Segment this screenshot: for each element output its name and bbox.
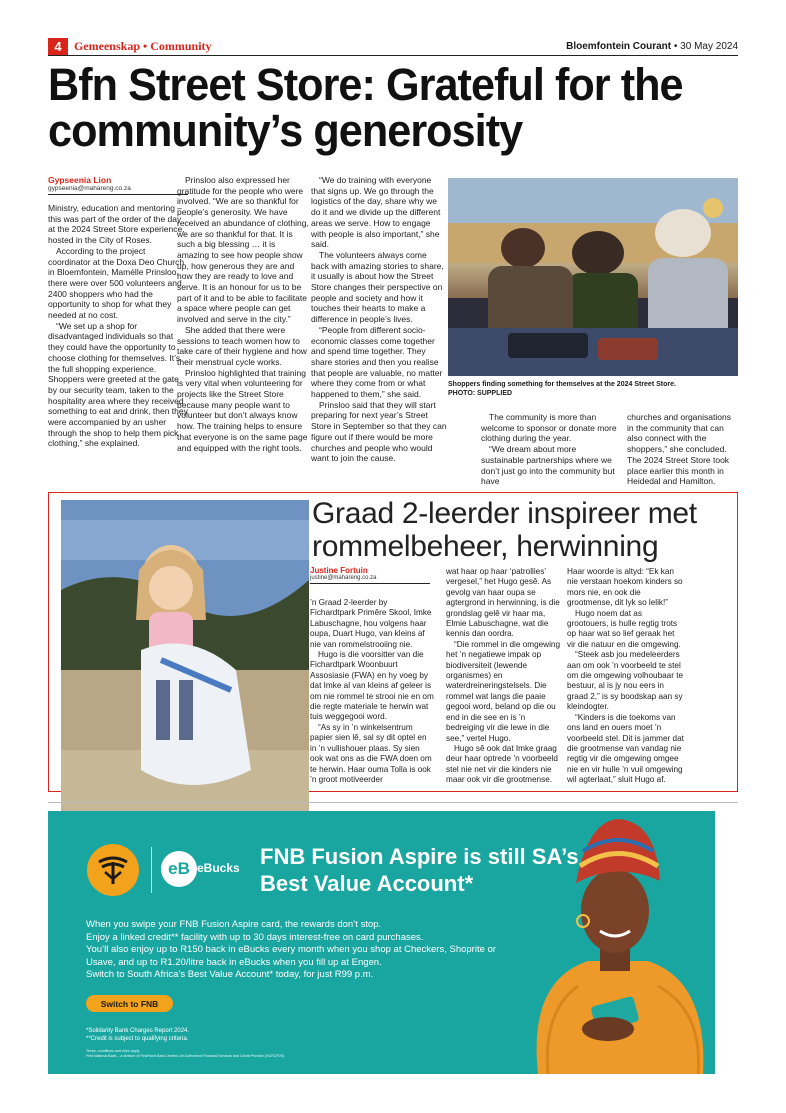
paragraph: ’n Graad 2-leerder by Fichardtpark Primêre Skool, Imke Labuschagne, hou volgens haar oupa, Duart Hugo, van kleins af nie van rommelstrooiing nie. — [310, 598, 432, 649]
ad-fine-print — [86, 1027, 386, 1043]
legal-line: First National Bank – a division of FirstRand Bank Limited. An Authorised Financial Services and Credit Provider (NCRCP20). — [86, 1054, 286, 1058]
page-header — [48, 38, 738, 56]
paragraph: “We do training with everyone that signs up. We go through the logistics of the day, share why we do it and we divide up the different areas we serve. How to engage with people is also important,” she said. — [311, 175, 441, 250]
paragraph: Prinsloo said that they will start preparing for next year’s Street Store in September so that they can figure out if there would be more churches and people who would want to join the cause. — [311, 399, 447, 464]
paragraph: “We set up a shop for disadvantaged individuals so that they could have the opportunity to choose clothing for themselves. It’s the full shopping experience. Shoppers were greeted at the gate by our security team, taken to the hospitality area where they received something to eat and drink, then they were accompanied by an usher through the shop to help them pick clothing,” she explained. — [48, 320, 188, 449]
paragraph: Haar woorde is altyd: “Ek kan nie verstaan hoekom kinders so mors nie, en ook die grootmense, dit lyk so lelik!” — [567, 567, 683, 608]
section-divider — [48, 802, 738, 803]
article-column-5 — [627, 412, 738, 487]
logo-divider — [151, 847, 152, 893]
article-column-4 — [481, 412, 619, 487]
author-email[interactable]: justine@mahareng.co.za — [310, 575, 377, 581]
article-byline — [48, 175, 188, 195]
imke-photo — [61, 500, 309, 818]
section-label: Gemeenskap • Community — [74, 39, 212, 53]
article-headline: Bfn Street Store: Grateful for the community’s generosity — [48, 59, 683, 156]
ad-line: When you swipe your FNB Fusion Aspire card, the rewards don’t stop. — [86, 919, 382, 930]
tree-icon — [95, 852, 131, 888]
publication-name: Bloemfontein Courant — [566, 41, 672, 52]
article2-column-2 — [446, 567, 561, 786]
ebucks-wordmark: eBucks — [197, 861, 240, 875]
paragraph: wat haar op haar ‘patrollies’ vergesel,” het Hugo gesê. As gevolg van haar oupa se agtergrond in herwinning, is die grondslag gelê vir haar ma, Elmie Labuschagne, wat die kennis dan oordra. — [446, 567, 560, 639]
paragraph: “People from different socio-economic classes come together and spend time together. They share stories and then you realise that people are valuable, no matter where they come from or what happened to them,” she said. — [311, 324, 443, 400]
article-column-2 — [177, 175, 309, 453]
paragraph: The volunteers always come back with amazing stories to share, it usually is about how the Street Store changes their perspective on people and society and how it touches their hearts to make a difference in people’s lives. — [311, 249, 444, 325]
article-column-1 — [48, 203, 188, 449]
paragraph: Hugo noem dat as grootouers, is hulle regtig trots op haar wat so lief geraak het vir die natuur en die omgewing. — [567, 608, 681, 649]
caption-text: Shoppers finding something for themselves at the 2024 Street Store. — [448, 381, 676, 388]
author-name: Gypseenia Lion — [48, 175, 112, 185]
fnb-tree-logo-icon — [87, 844, 139, 896]
paragraph: According to the project coordinator at the Doxa Deo Church in Bloemfontein, Mamélle Prinsloo, there were over 500 volunteers and 2400 shoppers who had the opportunity to shop for what they needed at no cost. — [48, 245, 185, 321]
paragraph: Hugo sê ook dat Imke graag deur haar optrede ’n voorbeeld stel nie net vir die kinders nie maar ook vir die grootmense. — [446, 743, 558, 785]
ebucks-logo-icon: eB — [161, 851, 197, 887]
ad-line: Switch to South Africa’s Best Value Account* today, for just R99 p.m. — [86, 969, 374, 980]
paragraph: Prinsloo highlighted that training is very vital when volunteering for projects like the Street Store because many people want to volunteer but don’t always know how. The training helps to ensure that everyone is on the same page and equipped with the right tools. — [177, 367, 308, 453]
switch-to-fnb-button[interactable]: Switch to FNB — [86, 995, 173, 1012]
ad-line: Enjoy a linked credit** facility with up to 30 days interest-free on card purchases. — [86, 931, 424, 943]
ad-line: You’ll also enjoy up to R150 back in eBucks every month when you shop at Checkers, Shoprite or Usave, and up to R1.20/litre back in eBucks when you fill up at Engen. — [86, 944, 496, 968]
paragraph: “Die rommel in die omgewing het ’n negatiewe impak op biodiversiteit (lewende organismes) en waterdreineringstelsels. Die rommel wat langs die paaie gegooi word, beland op die ou end in die see en is ’n bedreiging vir die lewe in die see,” vertel Hugo. — [446, 639, 561, 743]
masthead — [566, 41, 738, 52]
article2-column-1 — [310, 598, 435, 785]
article-column-3 — [311, 175, 447, 464]
paragraph: churches and organisations in the community that can also connect with the shoppers,” she concluded. The 2024 Street Store took place earlier this month in Heidedal and Hamilton. — [627, 412, 731, 487]
photo-caption — [448, 380, 738, 398]
legal-line: Terms, conditions and rules apply. — [86, 1049, 141, 1053]
shoppers-illustration — [448, 178, 738, 376]
fine-print-line: *Solidarity Bank Charges Report 2024. — [86, 1028, 190, 1034]
girl-with-bag-illustration — [61, 500, 309, 818]
paragraph: Prinsloo also expressed her gratitude for the people who were involved. “We are so thankful for people’s generosity. We have received an abundance of clothing, we are so thankful for that. It is such a big blessing … it is amazing to see how people show up, how generous they are and how they are ready to love and serve. It is an honour for us to be part of it and to be able to facilitate a space where people can get involved and serve in the city.” — [177, 175, 309, 325]
page-number: 4 — [48, 38, 68, 55]
paragraph: The community is more than welcome to sponsor or donate more clothing during the year. — [481, 412, 617, 444]
paragraph: “As sy in ’n winkelsentrum papier sien lê, sal sy dit optel en in ’n vullishouer plaas. Sy sien ook wat ons as die FWA doen om te herwin. Haar ouma Tolla is ook ’n groot motiveerder — [310, 722, 432, 784]
street-store-photo — [448, 178, 738, 376]
ad-headline: FNB Fusion Aspire is still SA’s Best Value Account* — [260, 844, 579, 896]
article2-headline: Graad 2-leerder inspireer met rommelbeheer, herwinning — [312, 497, 697, 563]
paragraph: “We dream about more sustainable partnerships where we don’t just go into the community but have — [481, 444, 615, 487]
photo-credit: PHOTO: SUPPLIED — [448, 390, 513, 397]
ad-legal — [86, 1049, 386, 1059]
article2-byline — [310, 566, 430, 584]
fnb-advert[interactable] — [48, 811, 715, 1074]
issue-date: • 30 May 2024 — [671, 41, 738, 52]
ad-body-copy — [86, 919, 506, 982]
author-email[interactable]: gypseenia@mahareng.co.za — [48, 185, 131, 192]
author-name: Justine Fortuin — [310, 566, 368, 575]
paragraph: She added that there were sessions to teach women how to take care of their hygiene and how their menstrual cycle works. — [177, 324, 307, 367]
fine-print-line: **Credit is subject to qualifying criteria. — [86, 1036, 189, 1042]
paragraph: “Kinders is die toekoms van ons land en ouers moet ’n voorbeeld stel. Dit is jammer dat die grootmense van vandag nie regtig vir die omgewing omgee nie en vir hulle ’n vuil omgewing wil agterlaat,” sluit Hugo af. — [567, 712, 684, 785]
paragraph: “Steek asb jou medeleerders aan om ook ’n voorbeeld te stel om die omgewing volhoubaar te bestuur, al is jy nou eers in graad 2,” is sy boodskap aan sy kleindogter. — [567, 650, 684, 712]
article2-column-3 — [567, 567, 685, 786]
paragraph: Ministry, education and mentoring – this was part of the order of the day at the 2024 Street Store experience, hosted in the City of Roses. — [48, 203, 185, 246]
woman-with-phone-illustration — [508, 811, 715, 1074]
paragraph: Hugo is die voorsitter van die Fichardtpark Woonbuurt Assosiasie (FWA) en hy voeg by dat Imke al van kleins af geleer is om nie rommel te strooi nie en om die regte materiale te herwin wat tuis weggegooi word. — [310, 650, 434, 722]
